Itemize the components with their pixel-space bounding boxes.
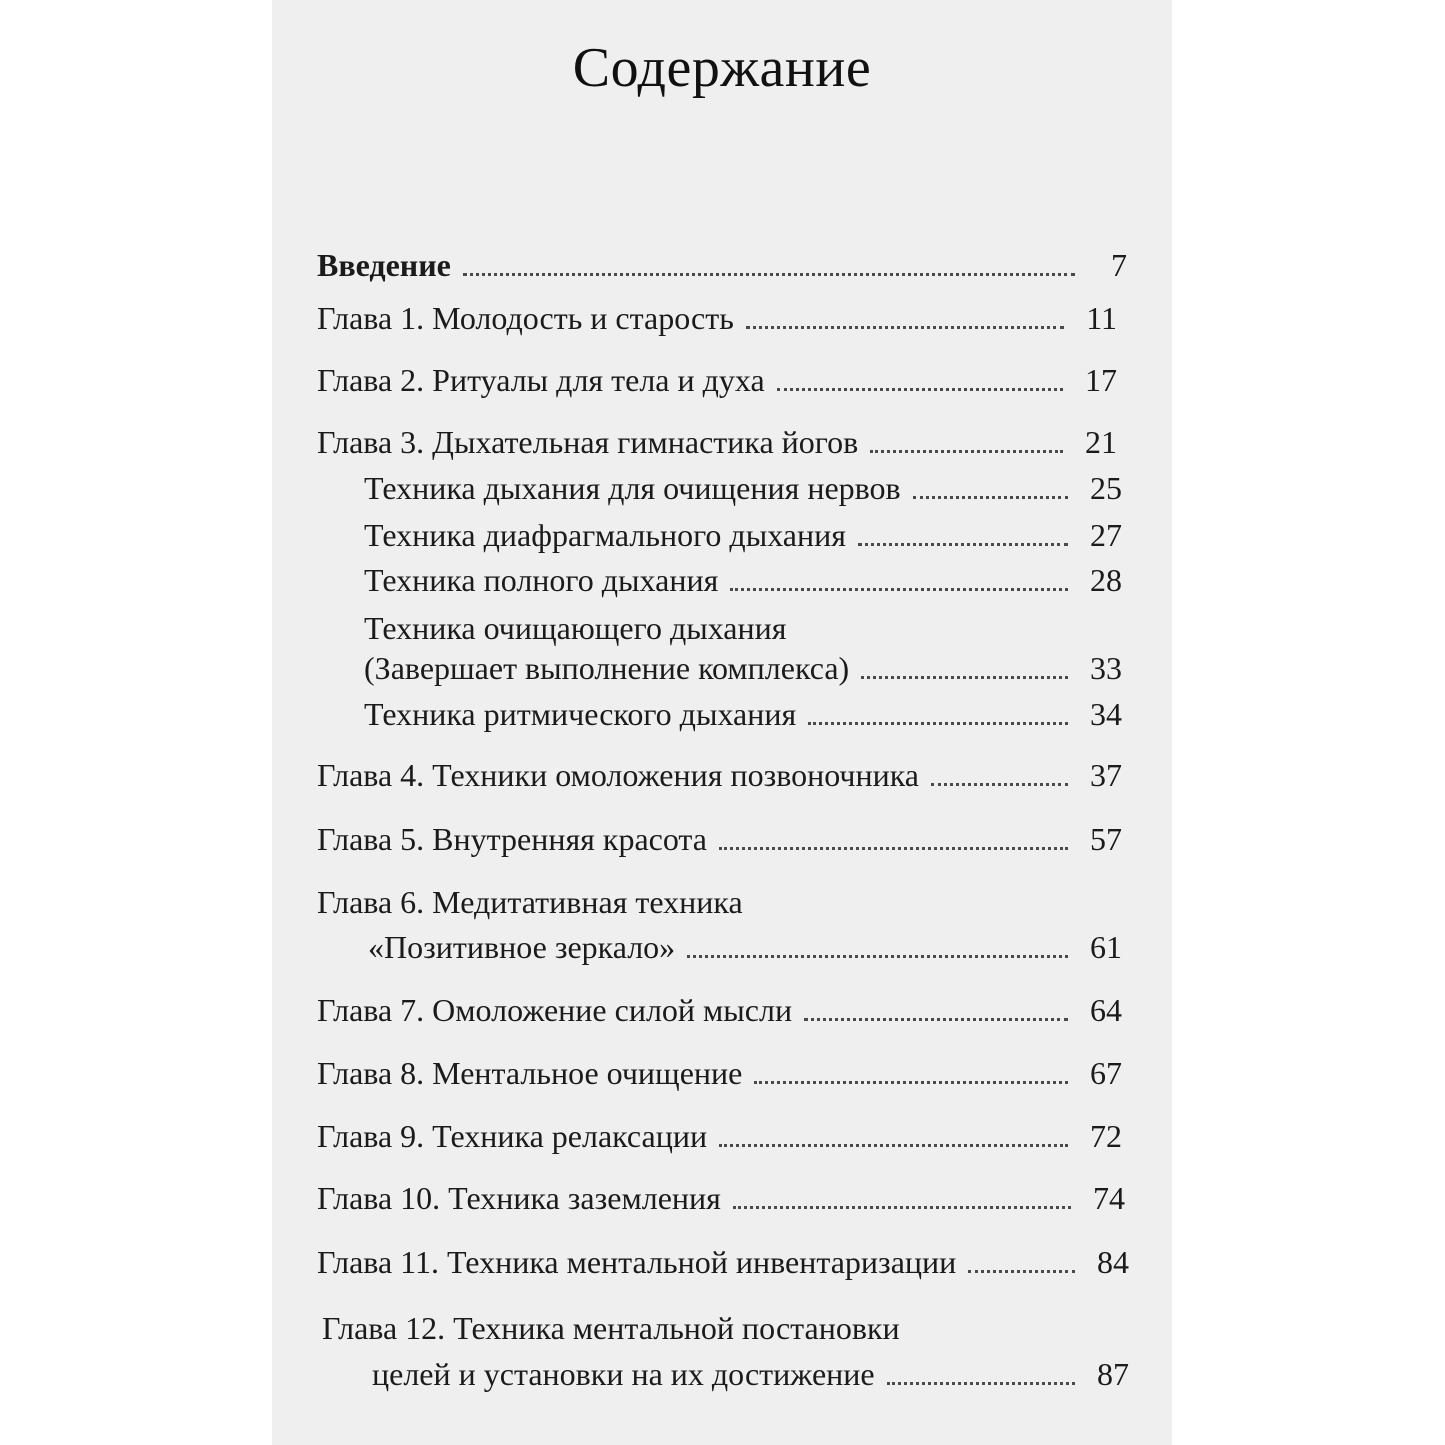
toc-entry-chapter-3: [317, 422, 1117, 462]
toc-entry-chapter-2: [317, 360, 1117, 400]
toc-entry-label: Глава 8.: [317, 1055, 433, 1091]
toc-entry-chapter-10: [317, 1178, 1125, 1218]
toc-entry-chapter-6-title: [317, 882, 743, 922]
toc-page-number: 28: [1090, 562, 1122, 598]
toc-entry-chapter-4: [317, 755, 1122, 795]
dot-leader: [931, 783, 1068, 786]
dot-leader: [913, 496, 1068, 499]
toc-entry-chapter-12-title: [322, 1308, 900, 1348]
toc-entry-label: Глава 2.: [317, 362, 433, 398]
toc-page-number: 11: [1086, 300, 1117, 336]
toc-page-number: 27: [1090, 517, 1122, 553]
toc-subentry-nerve-breathing: [364, 468, 1122, 508]
toc-entry-label: Глава 3.: [317, 424, 433, 460]
toc-entry-label: Глава 12.: [322, 1310, 454, 1346]
toc-entry-label: Глава 4.: [317, 757, 433, 793]
toc-entry-continuation: (Завершает выполнение комплекса): [364, 650, 850, 686]
toc-subentry-cleansing-breathing-title: Техника очищающего дыхания: [364, 610, 787, 646]
dot-leader: [733, 1206, 1071, 1209]
toc-entry-title: Техника заземления: [448, 1180, 721, 1216]
toc-entry-title: Техника дыхания для очищения нервов: [364, 470, 901, 506]
toc-entry-chapter-1: [317, 298, 1117, 338]
toc-entry-continuation: «Позитивное зеркало»: [368, 929, 676, 965]
toc-entry-introduction: [317, 245, 1127, 285]
toc-page-number: 37: [1090, 757, 1122, 793]
dot-leader: [808, 722, 1068, 725]
toc-page-number: 74: [1093, 1180, 1125, 1216]
dot-leader: [861, 676, 1068, 679]
toc-page-number: 72: [1090, 1118, 1122, 1154]
toc-entry-chapter-5: [317, 819, 1122, 859]
toc-entry-chapter-9: [317, 1116, 1122, 1156]
toc-entry-label: Глава 11.: [317, 1244, 447, 1280]
toc-entry-label: Глава 1.: [317, 300, 433, 336]
toc-entry-title: Техника ритмического дыхания: [364, 696, 797, 732]
toc-entry-label: Глава 9.: [317, 1118, 433, 1154]
toc-subentry-full-breathing: [364, 560, 1122, 600]
toc-entry-chapter-8: [317, 1053, 1122, 1093]
toc-entry-continuation: целей и установки на их достижение: [372, 1356, 875, 1392]
toc-page-number: 87: [1097, 1356, 1129, 1392]
dot-leader: [730, 588, 1068, 591]
toc-entry-title: Молодость и старость: [432, 300, 734, 336]
toc-page-number: 84: [1097, 1244, 1129, 1280]
toc-page-number: 25: [1090, 470, 1122, 506]
toc-subentry-cleansing-breathing: [364, 648, 1122, 688]
toc-entry-chapter-12: [372, 1354, 1129, 1394]
toc-entry-chapter-7: [317, 990, 1122, 1030]
toc-entry-title: Техника ментальной инвентаризации: [446, 1244, 957, 1280]
toc-entry-title: Ментальное очищение: [432, 1055, 743, 1091]
toc-page-number: 61: [1090, 929, 1122, 965]
toc-page-number: 17: [1085, 362, 1117, 398]
dot-leader: [804, 1018, 1068, 1021]
dot-leader: [887, 1382, 1075, 1385]
toc-entry-title: Техники омоложения позвоночника: [432, 757, 919, 793]
toc-entry-title: Техника ментальной постановки: [453, 1310, 900, 1346]
toc-entry-title: Медитативная техника: [432, 884, 743, 920]
toc-entry-title: Внутренняя красота: [432, 821, 707, 857]
toc-entry-chapter-11: [317, 1242, 1129, 1282]
dot-leader: [754, 1081, 1068, 1084]
dot-leader: [719, 1144, 1068, 1147]
toc-entry-title: Техника диафрагмального дыхания: [364, 517, 846, 553]
toc-entry-chapter-6: [368, 927, 1122, 967]
book-page: [272, 0, 1172, 1445]
toc-entry-title: Омоложение силой мысли: [432, 992, 793, 1028]
toc-entry-title: Техника полного дыхания: [364, 562, 719, 598]
dot-leader: [870, 450, 1063, 453]
dot-leader: [719, 847, 1068, 850]
toc-entry-title: Дыхательная гимнастика йогов: [432, 424, 859, 460]
toc-subentry-diaphragm-breathing: [364, 515, 1122, 555]
toc-page-number: 67: [1090, 1055, 1122, 1091]
dot-leader: [687, 955, 1068, 958]
toc-page-number: 7: [1111, 247, 1127, 283]
toc-page-number: 21: [1085, 424, 1117, 460]
toc-entry-label: Глава 10.: [317, 1180, 449, 1216]
toc-entry-label: Введение: [317, 247, 451, 283]
dot-leader: [858, 543, 1068, 546]
toc-page-number: 57: [1090, 821, 1122, 857]
toc-page-number: 34: [1090, 696, 1122, 732]
toc-page-number: 64: [1090, 992, 1122, 1028]
toc-entry-title: Ритуалы для тела и духа: [432, 362, 765, 398]
dot-leader: [968, 1270, 1075, 1273]
toc-subentry-rhythmic-breathing: [364, 694, 1122, 734]
toc-entry-label: Глава 7.: [317, 992, 433, 1028]
toc-entry-label: Глава 5.: [317, 821, 433, 857]
toc-entry-label: Глава 6.: [317, 884, 433, 920]
dot-leader: [746, 326, 1064, 329]
page-title: Содержание: [572, 37, 872, 99]
dot-leader: [463, 273, 1075, 276]
toc-page-number: 33: [1090, 650, 1122, 686]
dot-leader: [777, 388, 1063, 391]
toc-entry-title: Техника релаксации: [432, 1118, 708, 1154]
